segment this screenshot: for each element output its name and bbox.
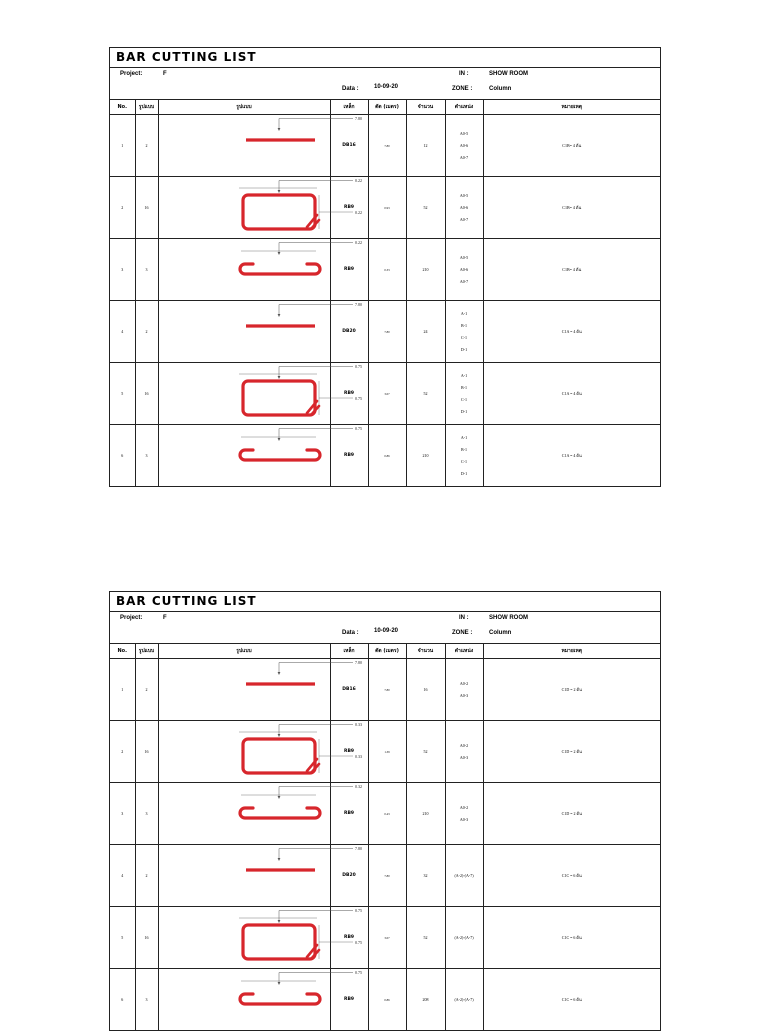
position-item: A-1	[460, 372, 468, 378]
row-qty: 16	[135, 177, 158, 239]
rebar-tie-hooks	[240, 808, 320, 818]
table-row	[110, 115, 660, 177]
row-cut: 3.07	[368, 907, 406, 969]
table-row	[110, 659, 660, 721]
row-material: RB9	[330, 239, 368, 301]
row-cut: 0.93	[368, 177, 406, 239]
row-cut: 0.43	[368, 783, 406, 845]
position-item: C-1	[461, 334, 467, 340]
position-item: C-1	[461, 458, 467, 464]
sheet-title: BAR CUTTING LIST	[110, 48, 660, 68]
row-remark: C1D = 2 ต้น	[483, 721, 660, 783]
row-material: RB9	[330, 425, 368, 487]
row-qty: 3	[135, 239, 158, 301]
project-label: Project:	[120, 71, 143, 77]
row-material: DB20	[330, 845, 368, 907]
rebar-stirrup-hook	[307, 945, 319, 959]
dimension-label: 0.32	[354, 784, 362, 789]
row-count: 210	[406, 783, 445, 845]
in-value: SHOW ROOM	[489, 71, 528, 77]
dimension-arrow-icon	[277, 252, 280, 255]
position-item: A0-3	[459, 816, 469, 822]
rebar-tie-hooks	[240, 264, 320, 274]
dimension-label: 7.80	[354, 302, 362, 307]
row-qty: 16	[135, 721, 158, 783]
dimension-label: 0.75	[354, 908, 362, 913]
row-qty: 2	[135, 301, 158, 363]
row-positions	[445, 425, 483, 487]
in-label: IN :	[459, 71, 469, 77]
table-row	[110, 301, 660, 363]
dimension-arrow-icon	[277, 858, 280, 861]
header-shape: รูปแบบ	[158, 100, 330, 115]
row-positions	[445, 363, 483, 425]
position-item: (A-2)-(A-7)	[454, 996, 474, 1002]
header-cut: ตัด (เมตร)	[368, 644, 406, 659]
dimension-arrow-icon	[277, 128, 280, 131]
position-item: A0-6	[459, 266, 469, 272]
rebar-stirrup-hook	[307, 215, 319, 229]
row-count: 52	[406, 363, 445, 425]
dimension-side-label: 0.75	[354, 396, 362, 401]
dimension-side-label: 0.22	[354, 210, 362, 215]
in-label: IN :	[459, 615, 469, 621]
header-no: No.	[110, 644, 135, 659]
row-count: 210	[406, 425, 445, 487]
row-positions	[445, 969, 483, 1031]
position-item: C-1	[461, 396, 467, 402]
row-no: 1	[110, 115, 135, 177]
dimension-arrow-icon	[277, 920, 280, 923]
position-item: A0-3	[459, 754, 469, 760]
row-remark: C1B= 4 ต้น	[483, 177, 660, 239]
row-positions	[445, 659, 483, 721]
position-item: A0-7	[459, 278, 469, 284]
dimension-arrow-icon	[277, 314, 280, 317]
zone-label: ZONE :	[452, 86, 473, 92]
date-value: 10-09-20	[374, 84, 399, 90]
row-remark: C1D = 2 ต้น	[483, 659, 660, 721]
dimension-arrow-icon	[277, 376, 280, 379]
row-material: RB9	[330, 907, 368, 969]
row-count: 24	[406, 301, 445, 363]
dimension-arrow-icon	[277, 796, 280, 799]
rebar-stirrup-loop	[243, 925, 315, 959]
row-material: DB16	[330, 115, 368, 177]
row-no: 5	[110, 363, 135, 425]
row-count: 52	[406, 177, 445, 239]
row-positions	[445, 721, 483, 783]
row-no: 6	[110, 969, 135, 1031]
row-cut: 3.07	[368, 363, 406, 425]
header-remark: หมายเหตุ	[483, 644, 660, 659]
project-value: F	[163, 71, 167, 77]
table-row	[110, 783, 660, 845]
row-positions	[445, 115, 483, 177]
row-no: 5	[110, 907, 135, 969]
header-position: ตำแหน่ง	[445, 644, 483, 659]
zone-label: ZONE :	[452, 630, 473, 636]
row-cut: 7.80	[368, 845, 406, 907]
position-item: A0-5	[459, 130, 469, 136]
row-material: RB9	[330, 783, 368, 845]
date-value: 10-09-20	[374, 628, 399, 634]
cutting-table	[110, 100, 660, 486]
table-header-row	[110, 100, 660, 115]
row-qty: 2	[135, 845, 158, 907]
dimension-label: 0.75	[354, 364, 362, 369]
in-value: SHOW ROOM	[489, 615, 528, 621]
row-remark: C1A = 4 ต้น	[483, 425, 660, 487]
row-cut: 0.86	[368, 425, 406, 487]
position-item: A0-5	[459, 192, 469, 198]
dimension-label: 0.33	[354, 722, 362, 727]
row-remark: C1A = 4 ต้น	[483, 363, 660, 425]
header-remark: หมายเหตุ	[483, 100, 660, 115]
row-remark: C1B= 4 ต้น	[483, 115, 660, 177]
dimension-arrow-icon	[277, 438, 280, 441]
position-item: A0-2	[459, 742, 469, 748]
row-no: 3	[110, 783, 135, 845]
zone-value: Column	[489, 630, 512, 636]
zone-value: Column	[489, 86, 512, 92]
position-item: B-1	[461, 446, 467, 452]
row-no: 4	[110, 301, 135, 363]
row-cut: 7.80	[368, 301, 406, 363]
row-no: 1	[110, 659, 135, 721]
row-count: 52	[406, 907, 445, 969]
header-count: จำนวน	[406, 644, 445, 659]
date-label: Data :	[342, 630, 359, 636]
position-item: D-1	[460, 470, 468, 476]
position-item: (A-2)-(A-7)	[454, 934, 474, 940]
position-item: A-1	[460, 310, 468, 316]
header-count: จำนวน	[406, 100, 445, 115]
position-item: A0-7	[459, 154, 469, 160]
row-cut: 7.80	[368, 115, 406, 177]
row-qty: 16	[135, 363, 158, 425]
row-material: RB9	[330, 363, 368, 425]
position-item: A-1	[460, 434, 468, 440]
sheet-title: BAR CUTTING LIST	[110, 592, 660, 612]
table-row	[110, 907, 660, 969]
row-material: DB16	[330, 659, 368, 721]
cutting-table	[110, 644, 660, 1030]
dimension-side-label: 0.33	[354, 754, 362, 759]
row-positions	[445, 845, 483, 907]
rebar-stirrup-hook	[307, 759, 319, 773]
row-no: 6	[110, 425, 135, 487]
table-header-row	[110, 644, 660, 659]
position-item: A0-3	[459, 692, 469, 698]
rebar-stirrup-loop	[243, 195, 315, 229]
dimension-label: 7.80	[354, 116, 362, 121]
project-value: F	[163, 615, 167, 621]
dimension-arrow-icon	[277, 734, 280, 737]
rebar-tie-hooks	[240, 994, 320, 1004]
table-row	[110, 721, 660, 783]
dimension-arrow-icon	[277, 672, 280, 675]
row-count: 32	[406, 845, 445, 907]
row-no: 2	[110, 177, 135, 239]
dimension-arrow-icon	[277, 190, 280, 193]
row-remark: C1C = 6 ต้น	[483, 845, 660, 907]
header-qty: รูปแบบ	[135, 100, 158, 115]
row-positions	[445, 907, 483, 969]
row-count: 208	[406, 969, 445, 1031]
header-cut: ตัด (เมตร)	[368, 100, 406, 115]
table-row	[110, 363, 660, 425]
row-qty: 16	[135, 907, 158, 969]
position-item: (A-2)-(A-7)	[454, 872, 474, 878]
header-material: เหล็ก	[330, 100, 368, 115]
bar-cutting-sheet-1	[109, 47, 661, 487]
date-label: Data :	[342, 86, 359, 92]
header-no: No.	[110, 100, 135, 115]
row-no: 2	[110, 721, 135, 783]
row-remark: C1C = 6 ต้น	[483, 907, 660, 969]
row-count: 16	[406, 659, 445, 721]
table-row	[110, 239, 660, 301]
position-item: B-1	[461, 322, 467, 328]
header-qty: รูปแบบ	[135, 644, 158, 659]
table-row	[110, 969, 660, 1031]
rebar-stirrup-hook	[307, 401, 319, 415]
row-positions	[445, 239, 483, 301]
row-no: 4	[110, 845, 135, 907]
header-shape: รูปแบบ	[158, 644, 330, 659]
project-label: Project:	[120, 615, 143, 621]
bar-cutting-sheet-2	[109, 591, 661, 1031]
row-qty: 3	[135, 425, 158, 487]
row-material: DB20	[330, 301, 368, 363]
header-material: เหล็ก	[330, 644, 368, 659]
dimension-arrow-icon	[277, 982, 280, 985]
header-position: ตำแหน่ง	[445, 100, 483, 115]
position-item: D-1	[460, 346, 468, 352]
table-row	[110, 845, 660, 907]
row-count: 12	[406, 115, 445, 177]
table-row	[110, 425, 660, 487]
row-count: 210	[406, 239, 445, 301]
row-count: 52	[406, 721, 445, 783]
row-remark: C1B= 4 ต้น	[483, 239, 660, 301]
row-cut: 1.39	[368, 721, 406, 783]
dimension-label: 0.22	[354, 178, 362, 183]
rebar-tie-hooks	[240, 450, 320, 460]
position-item: A0-5	[459, 254, 469, 260]
dimension-label: 7.80	[354, 846, 362, 851]
rebar-stirrup-loop	[243, 739, 315, 773]
row-positions	[445, 783, 483, 845]
position-item: A0-6	[459, 142, 469, 148]
dimension-label: 0.22	[354, 240, 362, 245]
row-remark: C1D = 2 ต้น	[483, 783, 660, 845]
dimension-side-label: 0.75	[354, 940, 362, 945]
position-item: D-1	[460, 408, 468, 414]
table-row	[110, 177, 660, 239]
row-qty: 2	[135, 115, 158, 177]
position-item: A0-7	[459, 216, 469, 222]
row-cut: 0.86	[368, 969, 406, 1031]
dimension-label: 0.75	[354, 426, 362, 431]
rebar-stirrup-loop	[243, 381, 315, 415]
position-item: B-1	[461, 384, 467, 390]
sheet-info	[110, 612, 660, 644]
row-qty: 3	[135, 969, 158, 1031]
row-cut: 0.33	[368, 239, 406, 301]
row-material: RB9	[330, 177, 368, 239]
row-qty: 2	[135, 659, 158, 721]
dimension-label: 0.75	[354, 970, 362, 975]
sheet-info	[110, 68, 660, 100]
row-material: RB9	[330, 969, 368, 1031]
row-qty: 3	[135, 783, 158, 845]
position-item: A0-2	[459, 680, 469, 686]
row-no: 3	[110, 239, 135, 301]
position-item: A0-2	[459, 804, 469, 810]
dimension-label: 7.80	[354, 660, 362, 665]
row-positions	[445, 177, 483, 239]
row-remark: C1C = 6 ต้น	[483, 969, 660, 1031]
position-item: A0-6	[459, 204, 469, 210]
row-positions	[445, 301, 483, 363]
row-remark: C1A = 4 ต้น	[483, 301, 660, 363]
row-material: RB9	[330, 721, 368, 783]
row-cut: 7.80	[368, 659, 406, 721]
